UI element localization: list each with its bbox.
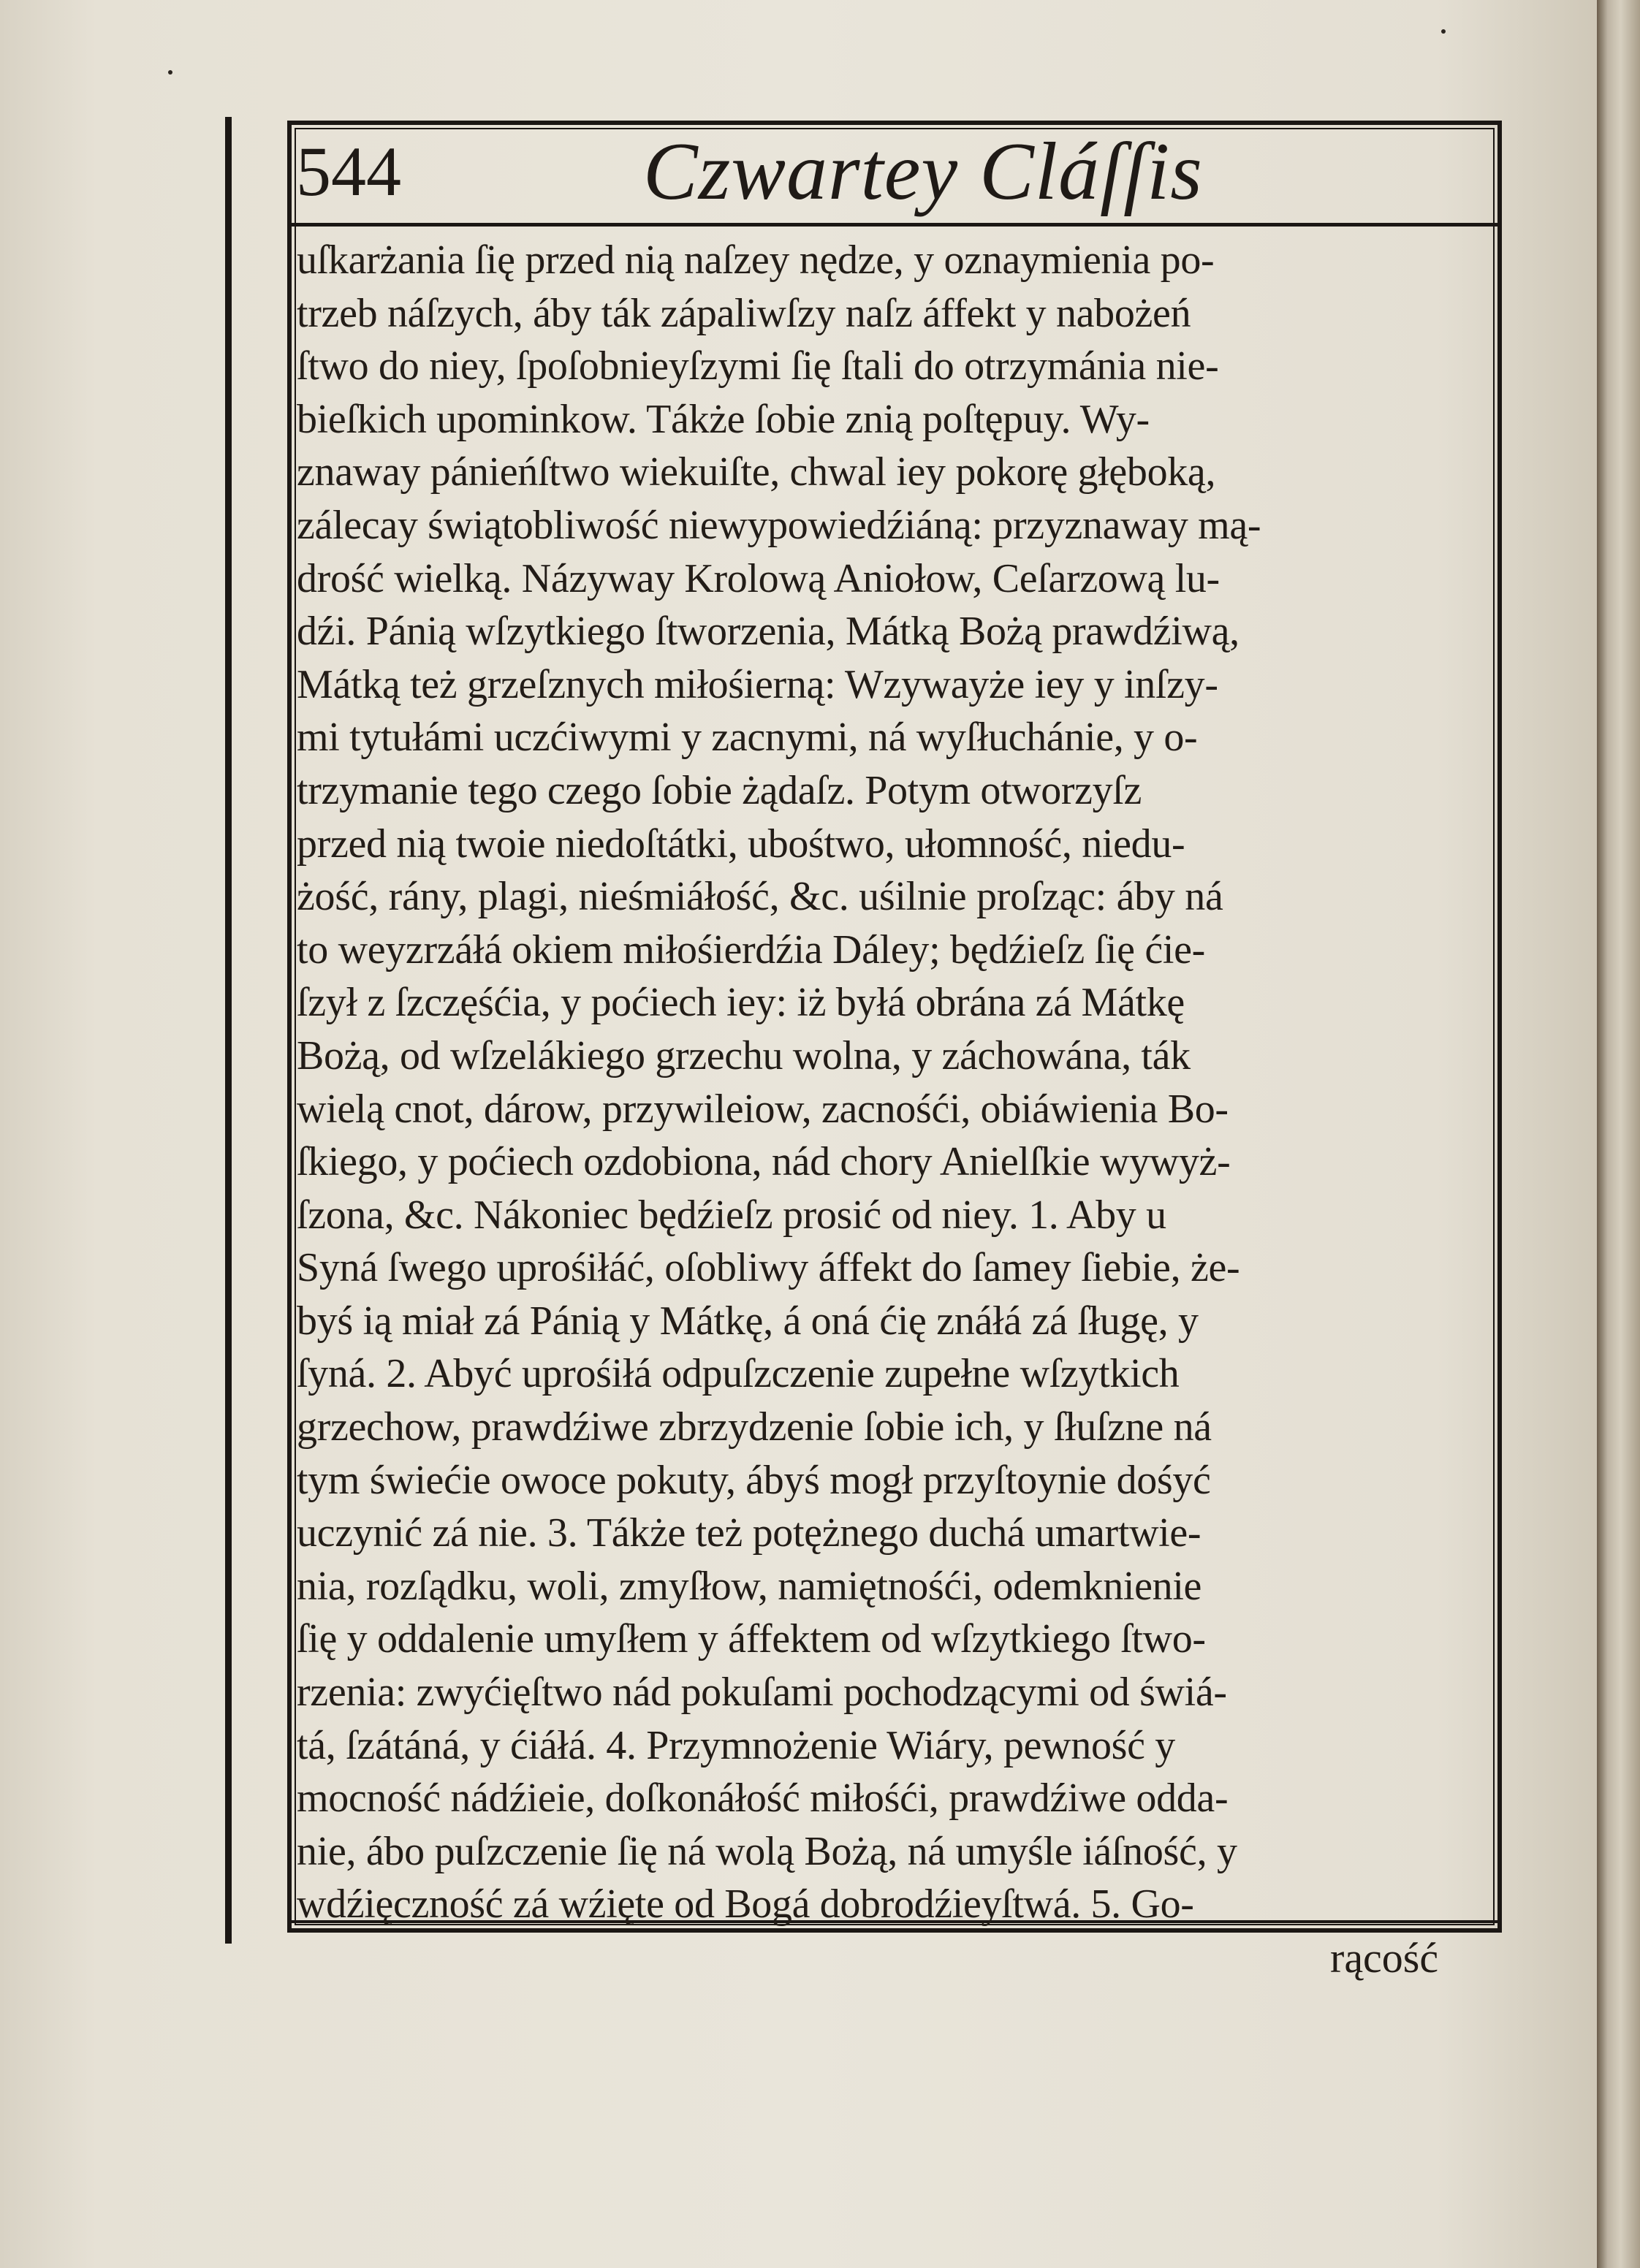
text-line: trzeb náſzych, áby ták zápaliwſzy naſz áffekt y nabożeń: [297, 290, 1191, 336]
text-line: zálecay świątobliwość niewypowiedźiáną: przyznaway mą-: [297, 502, 1261, 548]
text-line: Syná ſwego uprośiłáć, oſobliwy áffekt do ſamey ſiebie, że-: [297, 1245, 1240, 1291]
text-line: mi tytułámi uczćiwymi y zacnymi, ná wyſłuchánie, y o-: [297, 715, 1198, 761]
text-line: ſkiego, y poćiech ozdobiona, nád chory Anielſkie wywyż-: [297, 1139, 1231, 1185]
text-line: uczynić zá nie. 3. Tákże też potężnego duchá umartwie-: [297, 1510, 1201, 1556]
text-line: to weyzrzáłá okiem miłośierdźia Dáley; będźieſz ſię ćie-: [297, 926, 1205, 973]
text-line: trzymanie tego czego ſobie żądaſz. Potym otworzyſz: [297, 767, 1142, 813]
margin-rule: [225, 117, 232, 1944]
text-line: wdźięczność zá wźięte od Bogá dobrodźieyſtwá. 5. Go-: [297, 1881, 1194, 1928]
text-line: mocność nádźieie, doſkonáłość miłośći, prawdźiwe odda-: [297, 1776, 1229, 1822]
text-line: grzechow, prawdźiwe zbrzydzenie ſobie ich, y ſłuſzne ná: [297, 1404, 1212, 1450]
text-line: ſzył z ſzczęśćia, y poćiech iey: iż byłá obrána zá Mátkę: [297, 980, 1185, 1026]
text-line: nie, ábo puſzczenie ſię ná wolą Bożą, ná umyśle iáſność, y: [297, 1828, 1237, 1874]
text-line: nia, rozſądku, woli, zmyſłow, namiętnośći, odemknienie: [297, 1563, 1202, 1609]
text-line: rzenia: zwyćięſtwo nád pokuſami pochodzącymi od świá-: [297, 1670, 1227, 1716]
text-line: przed nią twoie niedoſtátki, ubośtwo, ułomność, niedu-: [297, 821, 1185, 867]
text-line: Mátką też grzeſznych miłośierną: Wzywayże iey y inſzy-: [297, 661, 1218, 707]
adjacent-page-edge: [1597, 0, 1640, 2268]
text-line: dźi. Pánią wſzytkiego ſtworzenia, Mátką Bożą prawdźiwą,: [297, 609, 1240, 655]
text-line: żość, rány, plagi, nieśmiáłość, &c. uśilnie proſząc: áby ná: [297, 874, 1223, 920]
text-line: ſyná. 2. Abyć uprośiłá odpuſzczenie zupełne wſzytkich: [297, 1351, 1180, 1397]
text-line: ſtwo do niey, ſpoſobnieyſzymi ſię ſtali do otrzymánia nie-: [297, 343, 1219, 389]
running-head: Czwartey Cláſſis: [643, 126, 1203, 217]
text-line: byś ią miał zá Pánią y Mátkę, á oná ćię znáłá zá ſługę, y: [297, 1298, 1199, 1344]
header-rule: [292, 223, 1497, 227]
page-number: 544: [296, 132, 401, 210]
catchword: rącość: [1330, 1934, 1439, 1982]
text-line: ſię y oddalenie umyſłem y áffektem od wſzytkiego ſtwo-: [297, 1616, 1206, 1662]
text-line: wielą cnot, dárow, przywileiow, zacnośći, obiáwienia Bo-: [297, 1086, 1229, 1132]
text-line: drość wielką. Názyway Krolową Aniołow, Ceſarzową lu-: [297, 555, 1220, 601]
text-line: uſkarżania ſię przed nią naſzey nędze, y oznaymienia po-: [297, 237, 1215, 283]
text-line: ſzona, &c. Nákoniec będźieſz prosić od niey. 1. Aby u: [297, 1192, 1166, 1238]
text-line: znaway pánieńſtwo wiekuiſte, chwal iey pokorę głęboką,: [297, 449, 1216, 495]
ink-speck: [168, 70, 172, 75]
text-line: bieſkich upominkow. Tákże ſobie znią poſtępuy. Wy-: [297, 396, 1150, 442]
text-line: tá, ſzátáná, y ćiáłá. 4. Przymnożenie Wiáry, pewność y: [297, 1722, 1175, 1768]
text-line: Bożą, od wſzelákiego grzechu wolna, y záchowána, ták: [297, 1032, 1191, 1078]
text-line: tym świećie owoce pokuty, ábyś mogł przyſtoynie dośyć: [297, 1457, 1211, 1503]
ink-speck: [1441, 29, 1446, 34]
body-text: [297, 234, 1503, 1931]
